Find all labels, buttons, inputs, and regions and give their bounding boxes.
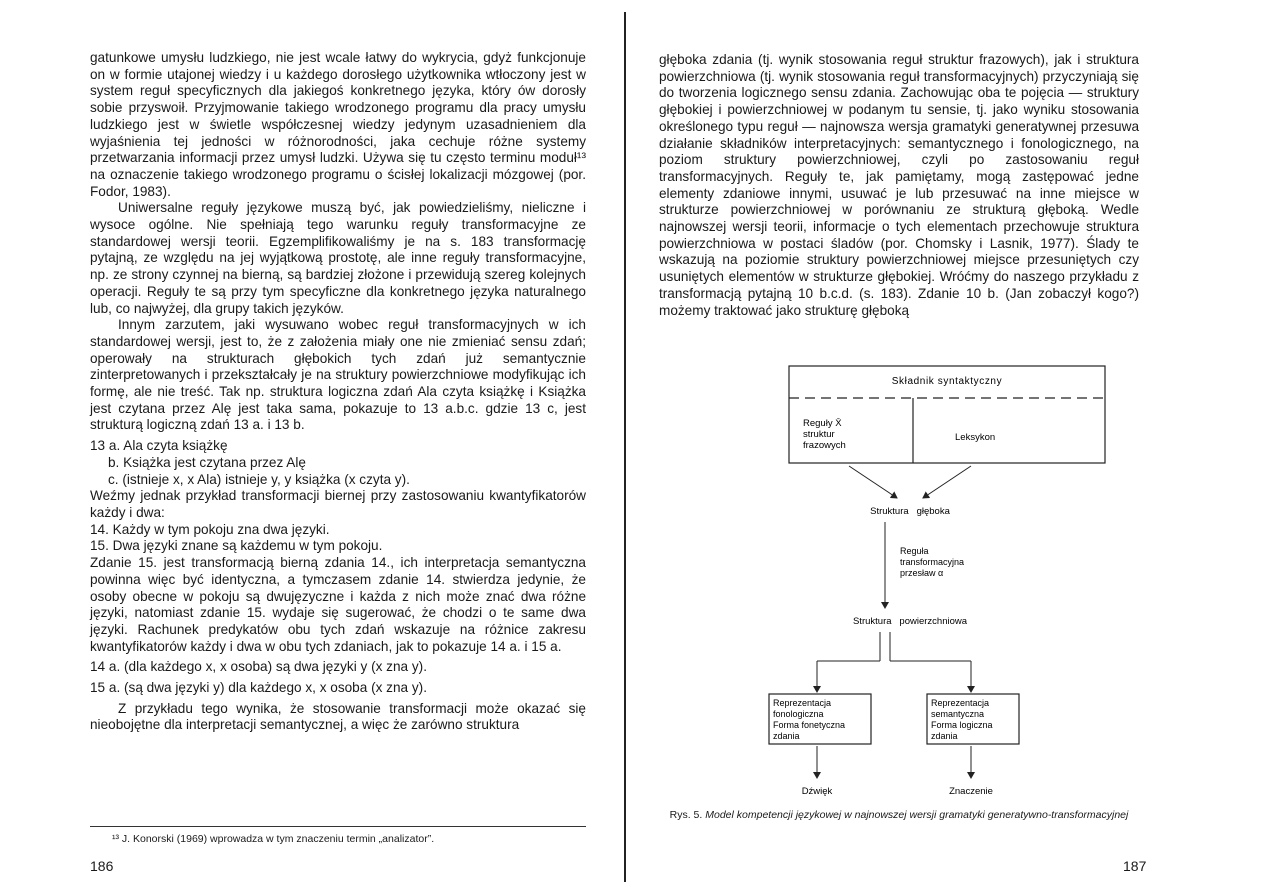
- figure-caption: [639, 808, 1159, 822]
- paragraph: Z przykładu tego wynika, że stosowanie transformacji może okazać się nieobojętne dla interpretacji semantycznej, a więc że zarówno struktura: [90, 700, 586, 733]
- example-line: 15 a. (są dwa języki y) dla każdego x, x osoba (x zna y).: [90, 680, 427, 696]
- sem-line: semantyczna: [931, 709, 985, 719]
- example-line: 14. Każdy w tym pokoju zna dwa języki.: [90, 521, 330, 537]
- left-page: [0, 0, 625, 894]
- rule-line: przesław α: [900, 568, 944, 578]
- phon-line: Forma fonetyczna: [773, 720, 846, 730]
- example-line: 15. Dwa języki znane są każdemu w tym pokoju.: [90, 538, 383, 554]
- rule-line: transformacyjna: [900, 557, 965, 567]
- left-page-text: [90, 50, 586, 734]
- competence-model-diagram: [757, 360, 1137, 800]
- paragraph: Zdanie 15. jest transformacją bierną zdania 14., ich interpretacja semantyczna powinna więc być identyczna, a tymczasem zdanie 14. stwierdza jedynie, że osoby obecne w pokoju są dwujęzyczne i każda z nich może znać dwa różne języki, natomiast zdanie 15. wydaje się sugerować, że chodzi o te same dwa języki. Rachunek predykatów obu tych zdań wskazuje na różnice zakresu kwantyfikatorów każdy i dwa w obu tych zdaniach, jak to pokazuje 14 a. i 15 a.: [90, 555, 586, 654]
- page-number: 187: [1123, 858, 1147, 874]
- page-number: 186: [90, 858, 114, 874]
- syntactic-component-title: Składnik syntaktyczny: [891, 376, 1003, 387]
- right-page-text: [659, 52, 1139, 319]
- caption-text: Model kompetencji językowej w najnowszej wersji gramatyki generatywno-transformacyjnej: [705, 809, 1129, 821]
- phon-line: fonologiczna: [773, 709, 824, 719]
- paragraph: gatunkowe umysłu ludzkiego, nie jest wcale łatwy do wykrycia, gdyż funkcjonuje on w formie utajonej wiedzy i u każdego dorosłego użytkownika wtłoczony jest w system reguł specyficznych dla jakiegoś konkretnego języka, który ów dorosły sobie przyswoił. Przyjmowanie takiego wrodzonego programu dla pracy umysłu ludzkiego jest w świetle współczesnej wiedzy jedynym uzasadnieniem dla wyjaśnienia tej jedności w różnorodności, jaka cechuje różne systemy przetwarzania informacji przez umysł ludzki. Używa się tu często terminu moduł¹³ na oznaczenie takiego wrodzonego programu o ścisłej lokalizacji mózgowej (por. Fodor, 1983).: [90, 50, 586, 199]
- paragraph: Weźmy jednak przykład transformacji biernej przy zastosowaniu kwantyfikatorów każdy i dwa:: [90, 488, 586, 520]
- surface-structure-label: Struktura powierzchniowa: [852, 616, 968, 627]
- lexicon-label: Leksykon: [955, 432, 996, 443]
- footnote: [90, 826, 586, 845]
- sound-label: Dźwięk: [801, 786, 833, 797]
- semantic-representation-label: [931, 698, 995, 741]
- sem-line: Reprezentacja: [931, 698, 990, 708]
- right-page: [627, 0, 1262, 894]
- rule-line: Reguła: [900, 546, 929, 556]
- paragraph: Innym zarzutem, jaki wysuwano wobec reguł transformacyjnych w ich standardowej wersji, jest to, że z założenia miały one nie zmieniać sensu zdań; operowały na strukturach głębokich tych zdań już semantycznie zinterpretowanych i przekształcały je na struktury powierzchniowe modyfikując ich formę, ale nie treść. Tak np. struktura logiczna zdań Ala czyta książkę i Książka jest czytana przez Alę jest taka sama, pokazuje to 13 a.b.c. gdzie 13 c, jest strukturą logiczną zdań 13 a. i 13 b.: [90, 317, 586, 433]
- phon-line: zdania: [773, 731, 800, 741]
- transformation-rule-label: [900, 546, 967, 578]
- arrow: [849, 466, 897, 498]
- phonological-representation-label: [773, 698, 848, 741]
- meaning-label: Znaczenie: [949, 786, 993, 797]
- phrase-rules-label: [803, 418, 846, 451]
- footnote-text: ¹³ J. Konorski (1969) wprowadza w tym znaczeniu termin „analizator”.: [112, 833, 435, 845]
- example-line: c. (istnieje x, x Ala) istnieje y, y książka (x czyta y).: [108, 471, 410, 487]
- paragraph: Uniwersalne reguły językowe muszą być, jak powiedzieliśmy, nieliczne i wysoce ogólne. Nie spełniają tego warunku reguły transformacyjne ze standardowej wersji teorii. Egzemplifikowaliśmy je na s. 183 transformację pytajną, ze względu na jej wyjątkową prostotę, ale inne reguły transformacyjne, np. ze strony czynnej na bierną, są bardziej złożone i przewidują szereg kolejnych operacji. Reguły te są przy tym specyficzne dla konkretnego języka naturalnego lub, co najwyżej, dla grupy takich języków.: [90, 200, 586, 316]
- example-line: b. Książka jest czytana przez Alę: [108, 454, 306, 470]
- sem-line: Forma logiczna: [931, 720, 993, 730]
- example-line: 13 a. Ala czyta książkę: [90, 438, 228, 454]
- sem-line: zdania: [931, 731, 958, 741]
- phrase-rules-line: struktur: [803, 429, 835, 440]
- example-line: 14 a. (dla każdego x, x osoba) są dwa języki y (x zna y).: [90, 659, 427, 675]
- paragraph: głęboka zdania (tj. wynik stosowania reguł struktur frazowych), jak i struktura powierzchniowa (tj. wynik stosowania reguł transformacyjnych) przyczyniają się do tworzenia logicznego sensu zdania. Zachowując oba te pojęcia — struktury głębokiej i powierzchniowej w podanym tu sensie, tj. jako wyniku stosowania określonego typu reguł — najnowsza wersja gramatyki generatywnej przesuwa działanie składników interpretacyjnych: semantycznego i fonologicznego, na poziom struktury powierzchniowej, czyli po zastosowaniu reguł transformacyjnych. Reguły te, jak pamiętamy, mogą zastępować jedne elementy zdaniowe innymi, usuwać je lub przesuwać na inne miejsce w strukturze powierzchniowej w porównaniu ze strukturą głęboką. Wedle najnowszej wersji teorii, informacje o tych elementach przechowuje struktura powierzchniowa w postaci śladów (por. Chomsky i Lasnik, 1977). Ślady te wskazują na poziomie struktury powierzchniowej miejsce przesuniętych czy usuniętych elementów w strukturze głębokiej. Wróćmy do naszego przykładu z transformacją pytajną 10 b.c.d. (s. 183). Zdanie 10 b. (Jan zobaczył kogo?) możemy traktować jako strukturę głęboką: [659, 52, 1139, 318]
- phon-line: Reprezentacja: [773, 698, 832, 708]
- phrase-rules-line: Reguły X̄: [803, 418, 842, 429]
- arrow: [923, 466, 971, 498]
- phrase-rules-line: frazowych: [803, 440, 846, 451]
- caption-label: Rys. 5.: [669, 809, 703, 821]
- deep-structure-label: Struktura głęboka: [870, 506, 950, 517]
